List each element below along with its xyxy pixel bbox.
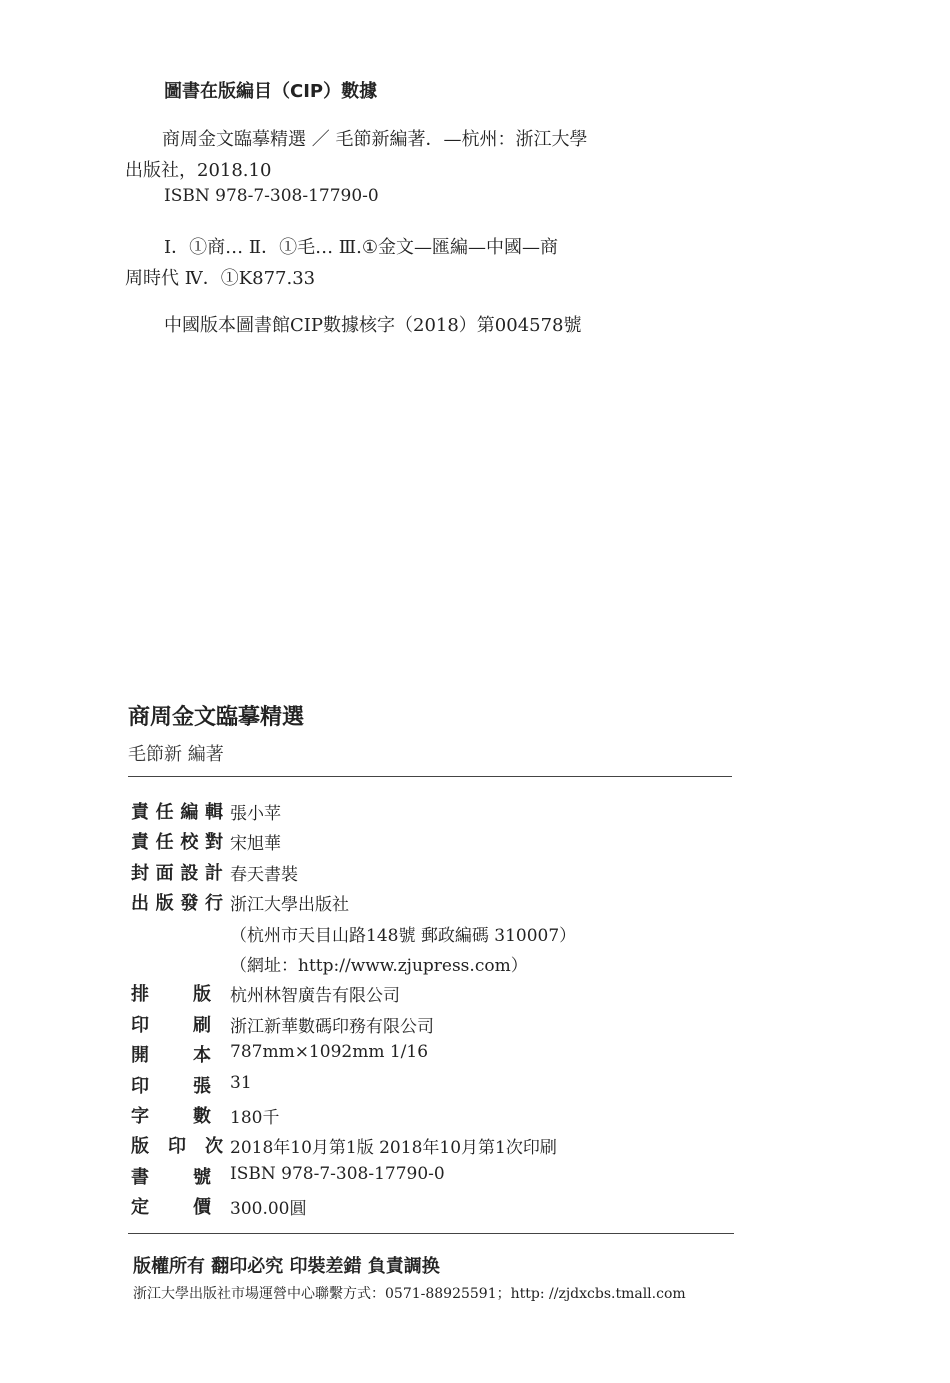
label-char: 印 (131, 1015, 149, 1036)
colophon-row-value: （杭州市天目山路148號 郵政編碼 310007） (230, 926, 577, 946)
label-char: 字 (131, 1106, 149, 1127)
colophon-row-value: 張小苹 (230, 804, 281, 824)
label-char: 版 (193, 984, 211, 1005)
colophon-row-label (131, 798, 223, 824)
cip-library-number: 中國版本圖書館CIP數據核字（2018）第004578號 (164, 315, 582, 336)
label-char: 本 (193, 1045, 211, 1066)
bottom-divider (128, 1233, 734, 1234)
label-char: 印 (131, 1076, 149, 1097)
label-char: 發 (180, 893, 199, 914)
colophon-row-value: 2018年10月第1版 2018年10月第1次印刷 (230, 1138, 557, 1158)
label-char: 號 (193, 1167, 211, 1188)
colophon-row-label (131, 859, 223, 885)
label-char: 版 (155, 893, 174, 914)
label-char: 責 (131, 802, 149, 823)
colophon-row-label (131, 1072, 211, 1098)
label-char: 印 (168, 1136, 186, 1157)
label-char: 設 (180, 863, 199, 884)
label-char: 校 (180, 832, 199, 853)
cip-line-1: 商周金文臨摹精選 ／ 毛節新編著．—杭州：浙江大學 (162, 129, 588, 150)
colophon-row-label (131, 1041, 211, 1067)
colophon-row-value: ISBN 978-7-308-17790-0 (230, 1164, 445, 1184)
label-char: 開 (131, 1045, 149, 1066)
label-char: 價 (193, 1197, 211, 1218)
colophon-row-label (131, 1163, 211, 1189)
colophon-row-value: 春天書裝 (230, 865, 298, 885)
label-char: 數 (193, 1106, 211, 1127)
book-title: 商周金文臨摹精選 (128, 704, 305, 730)
colophon-row-label (131, 1102, 211, 1128)
cip-classification-2: 周時代 Ⅳ．①K877.33 (125, 268, 316, 289)
cip-line-2: 出版社，2018.10 (125, 160, 272, 181)
cip-classification-1: Ⅰ．①商… Ⅱ．①毛… Ⅲ.①金文—匯編—中國—商 (164, 237, 559, 258)
label-char: 張 (193, 1076, 211, 1097)
colophon-row-label (131, 980, 211, 1006)
label-char: 排 (131, 984, 149, 1005)
contact-info: 浙江大學出版社市場運營中心聯繫方式：0571-88925591；http: //zjdxcbs.tmall.com (133, 1286, 686, 1302)
label-char: 對 (204, 832, 223, 853)
colophon-row-value: 宋旭華 (230, 834, 281, 854)
label-char: 出 (131, 893, 149, 914)
colophon-row-label (131, 1193, 211, 1219)
label-char: 次 (205, 1136, 223, 1157)
colophon-row-label (131, 1011, 211, 1037)
label-char: 定 (131, 1197, 149, 1218)
colophon-row-value: 浙江大學出版社 (230, 895, 349, 915)
label-char: 封 (131, 863, 149, 884)
cip-isbn: ISBN 978-7-308-17790-0 (164, 186, 379, 206)
copyright-notice: 版權所有 翻印必究 印裝差錯 負責調换 (133, 1256, 440, 1277)
colophon-row-value: 杭州林智廣告有限公司 (230, 986, 400, 1006)
colophon-row-value: 浙江新華數碼印務有限公司 (230, 1017, 434, 1037)
colophon-row-value: （網址：http://www.zjupress.com） (230, 956, 528, 976)
colophon-row-value: 300.00圓 (230, 1199, 307, 1219)
colophon-row-value: 787mm×1092mm 1/16 (230, 1042, 429, 1062)
cip-heading: 圖書在版編目（CIP）數據 (164, 81, 378, 102)
colophon-row-label (131, 828, 223, 854)
label-char: 任 (155, 802, 174, 823)
label-char: 編 (180, 802, 199, 823)
label-char: 刷 (193, 1015, 211, 1036)
label-char: 計 (204, 863, 223, 884)
colophon-row-label (131, 889, 223, 915)
label-char: 責 (131, 832, 149, 853)
author-line: 毛節新 編著 (128, 744, 224, 765)
label-char: 輯 (204, 802, 223, 823)
top-divider (128, 776, 732, 777)
colophon-row-label (131, 1132, 223, 1158)
label-char: 任 (155, 832, 174, 853)
colophon-row-value: 31 (230, 1073, 252, 1093)
colophon-row-value: 180千 (230, 1108, 280, 1128)
label-char: 面 (155, 863, 174, 884)
label-char: 版 (131, 1136, 149, 1157)
label-char: 書 (131, 1167, 149, 1188)
label-char: 行 (204, 893, 223, 914)
